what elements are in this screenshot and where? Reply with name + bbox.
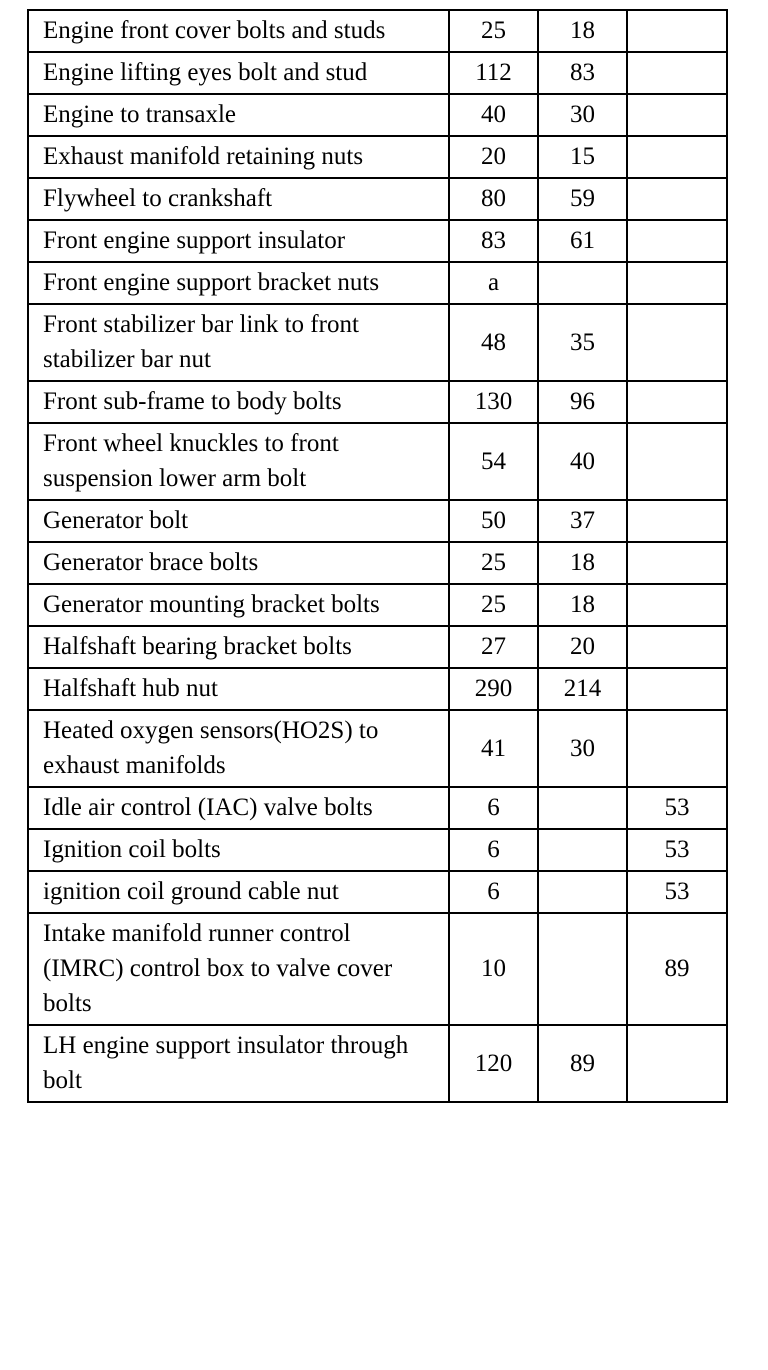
torque-nm-cell: 41	[449, 710, 538, 787]
component-name-cell: Front sub-frame to body bolts	[28, 381, 449, 423]
torque-nm-cell: a	[449, 262, 538, 304]
table-row	[28, 829, 727, 871]
component-name-cell: Front stabilizer bar link to front stabilizer bar nut	[28, 304, 449, 381]
component-name-cell: Generator bolt	[28, 500, 449, 542]
table-row	[28, 136, 727, 178]
torque-lbft-cell: 18	[538, 10, 627, 52]
torque-lbft-cell: 30	[538, 710, 627, 787]
component-name-cell: Idle air control (IAC) valve bolts	[28, 787, 449, 829]
torque-lbin-cell	[627, 626, 727, 668]
torque-nm-cell: 130	[449, 381, 538, 423]
torque-lbft-cell	[538, 829, 627, 871]
torque-nm-cell: 40	[449, 94, 538, 136]
table-row	[28, 913, 727, 1025]
torque-lbin-cell	[627, 94, 727, 136]
torque-nm-cell: 6	[449, 829, 538, 871]
torque-lbin-cell	[627, 381, 727, 423]
component-name-cell: Engine lifting eyes bolt and stud	[28, 52, 449, 94]
torque-lbft-cell: 15	[538, 136, 627, 178]
component-name-cell: Front wheel knuckles to front suspension lower arm bolt	[28, 423, 449, 500]
table-row	[28, 262, 727, 304]
component-name-cell: Generator brace bolts	[28, 542, 449, 584]
torque-nm-cell: 25	[449, 584, 538, 626]
table-row	[28, 710, 727, 787]
torque-lbft-cell: 61	[538, 220, 627, 262]
component-name-cell: LH engine support insulator through bolt	[28, 1025, 449, 1102]
table-row	[28, 668, 727, 710]
table-row	[28, 52, 727, 94]
torque-lbft-cell	[538, 787, 627, 829]
table-row	[28, 1025, 727, 1102]
table-row	[28, 500, 727, 542]
torque-lbft-cell: 30	[538, 94, 627, 136]
table-row	[28, 542, 727, 584]
torque-nm-cell: 83	[449, 220, 538, 262]
torque-lbin-cell	[627, 1025, 727, 1102]
torque-lbin-cell	[627, 304, 727, 381]
torque-nm-cell: 27	[449, 626, 538, 668]
component-name-cell: Halfshaft bearing bracket bolts	[28, 626, 449, 668]
torque-lbin-cell	[627, 423, 727, 500]
torque-nm-cell: 10	[449, 913, 538, 1025]
torque-lbft-cell: 18	[538, 584, 627, 626]
component-name-cell: Engine front cover bolts and studs	[28, 10, 449, 52]
torque-lbft-cell: 96	[538, 381, 627, 423]
torque-lbin-cell: 89	[627, 913, 727, 1025]
torque-lbft-cell: 37	[538, 500, 627, 542]
torque-nm-cell: 120	[449, 1025, 538, 1102]
component-name-cell: Intake manifold runner control (IMRC) control box to valve cover bolts	[28, 913, 449, 1025]
torque-nm-cell: 290	[449, 668, 538, 710]
torque-lbft-cell: 18	[538, 542, 627, 584]
table-row	[28, 220, 727, 262]
torque-lbin-cell	[627, 500, 727, 542]
table-row	[28, 381, 727, 423]
torque-nm-cell: 54	[449, 423, 538, 500]
component-name-cell: Exhaust manifold retaining nuts	[28, 136, 449, 178]
table-row	[28, 94, 727, 136]
table-row	[28, 178, 727, 220]
component-name-cell: Halfshaft hub nut	[28, 668, 449, 710]
table-row	[28, 626, 727, 668]
table-row	[28, 584, 727, 626]
torque-lbin-cell	[627, 52, 727, 94]
torque-nm-cell: 6	[449, 787, 538, 829]
torque-lbft-cell	[538, 871, 627, 913]
torque-lbin-cell	[627, 710, 727, 787]
torque-nm-cell: 6	[449, 871, 538, 913]
torque-nm-cell: 80	[449, 178, 538, 220]
torque-nm-cell: 48	[449, 304, 538, 381]
torque-nm-cell: 50	[449, 500, 538, 542]
torque-lbin-cell: 53	[627, 829, 727, 871]
component-name-cell: Generator mounting bracket bolts	[28, 584, 449, 626]
torque-nm-cell: 112	[449, 52, 538, 94]
torque-lbin-cell	[627, 178, 727, 220]
torque-lbin-cell	[627, 542, 727, 584]
torque-lbin-cell	[627, 584, 727, 626]
component-name-cell: Flywheel to crankshaft	[28, 178, 449, 220]
torque-nm-cell: 20	[449, 136, 538, 178]
table-row	[28, 423, 727, 500]
torque-table-body	[28, 10, 727, 1102]
component-name-cell: Ignition coil bolts	[28, 829, 449, 871]
component-name-cell: ignition coil ground cable nut	[28, 871, 449, 913]
table-row	[28, 10, 727, 52]
component-name-cell: Front engine support insulator	[28, 220, 449, 262]
torque-lbft-cell: 83	[538, 52, 627, 94]
torque-lbft-cell: 59	[538, 178, 627, 220]
torque-lbin-cell: 53	[627, 871, 727, 913]
table-row	[28, 787, 727, 829]
table-row	[28, 871, 727, 913]
torque-nm-cell: 25	[449, 542, 538, 584]
torque-lbft-cell: 20	[538, 626, 627, 668]
component-name-cell: Engine to transaxle	[28, 94, 449, 136]
torque-lbft-cell: 89	[538, 1025, 627, 1102]
component-name-cell: Front engine support bracket nuts	[28, 262, 449, 304]
table-row	[28, 304, 727, 381]
torque-lbin-cell	[627, 220, 727, 262]
torque-lbin-cell: 53	[627, 787, 727, 829]
torque-lbin-cell	[627, 10, 727, 52]
component-name-cell: Heated oxygen sensors(HO2S) to exhaust manifolds	[28, 710, 449, 787]
torque-lbin-cell	[627, 668, 727, 710]
torque-lbin-cell	[627, 136, 727, 178]
torque-nm-cell: 25	[449, 10, 538, 52]
torque-lbft-cell: 40	[538, 423, 627, 500]
torque-lbft-cell: 35	[538, 304, 627, 381]
torque-spec-table	[27, 9, 728, 1103]
torque-lbft-cell	[538, 913, 627, 1025]
torque-lbin-cell	[627, 262, 727, 304]
torque-lbft-cell	[538, 262, 627, 304]
torque-lbft-cell: 214	[538, 668, 627, 710]
